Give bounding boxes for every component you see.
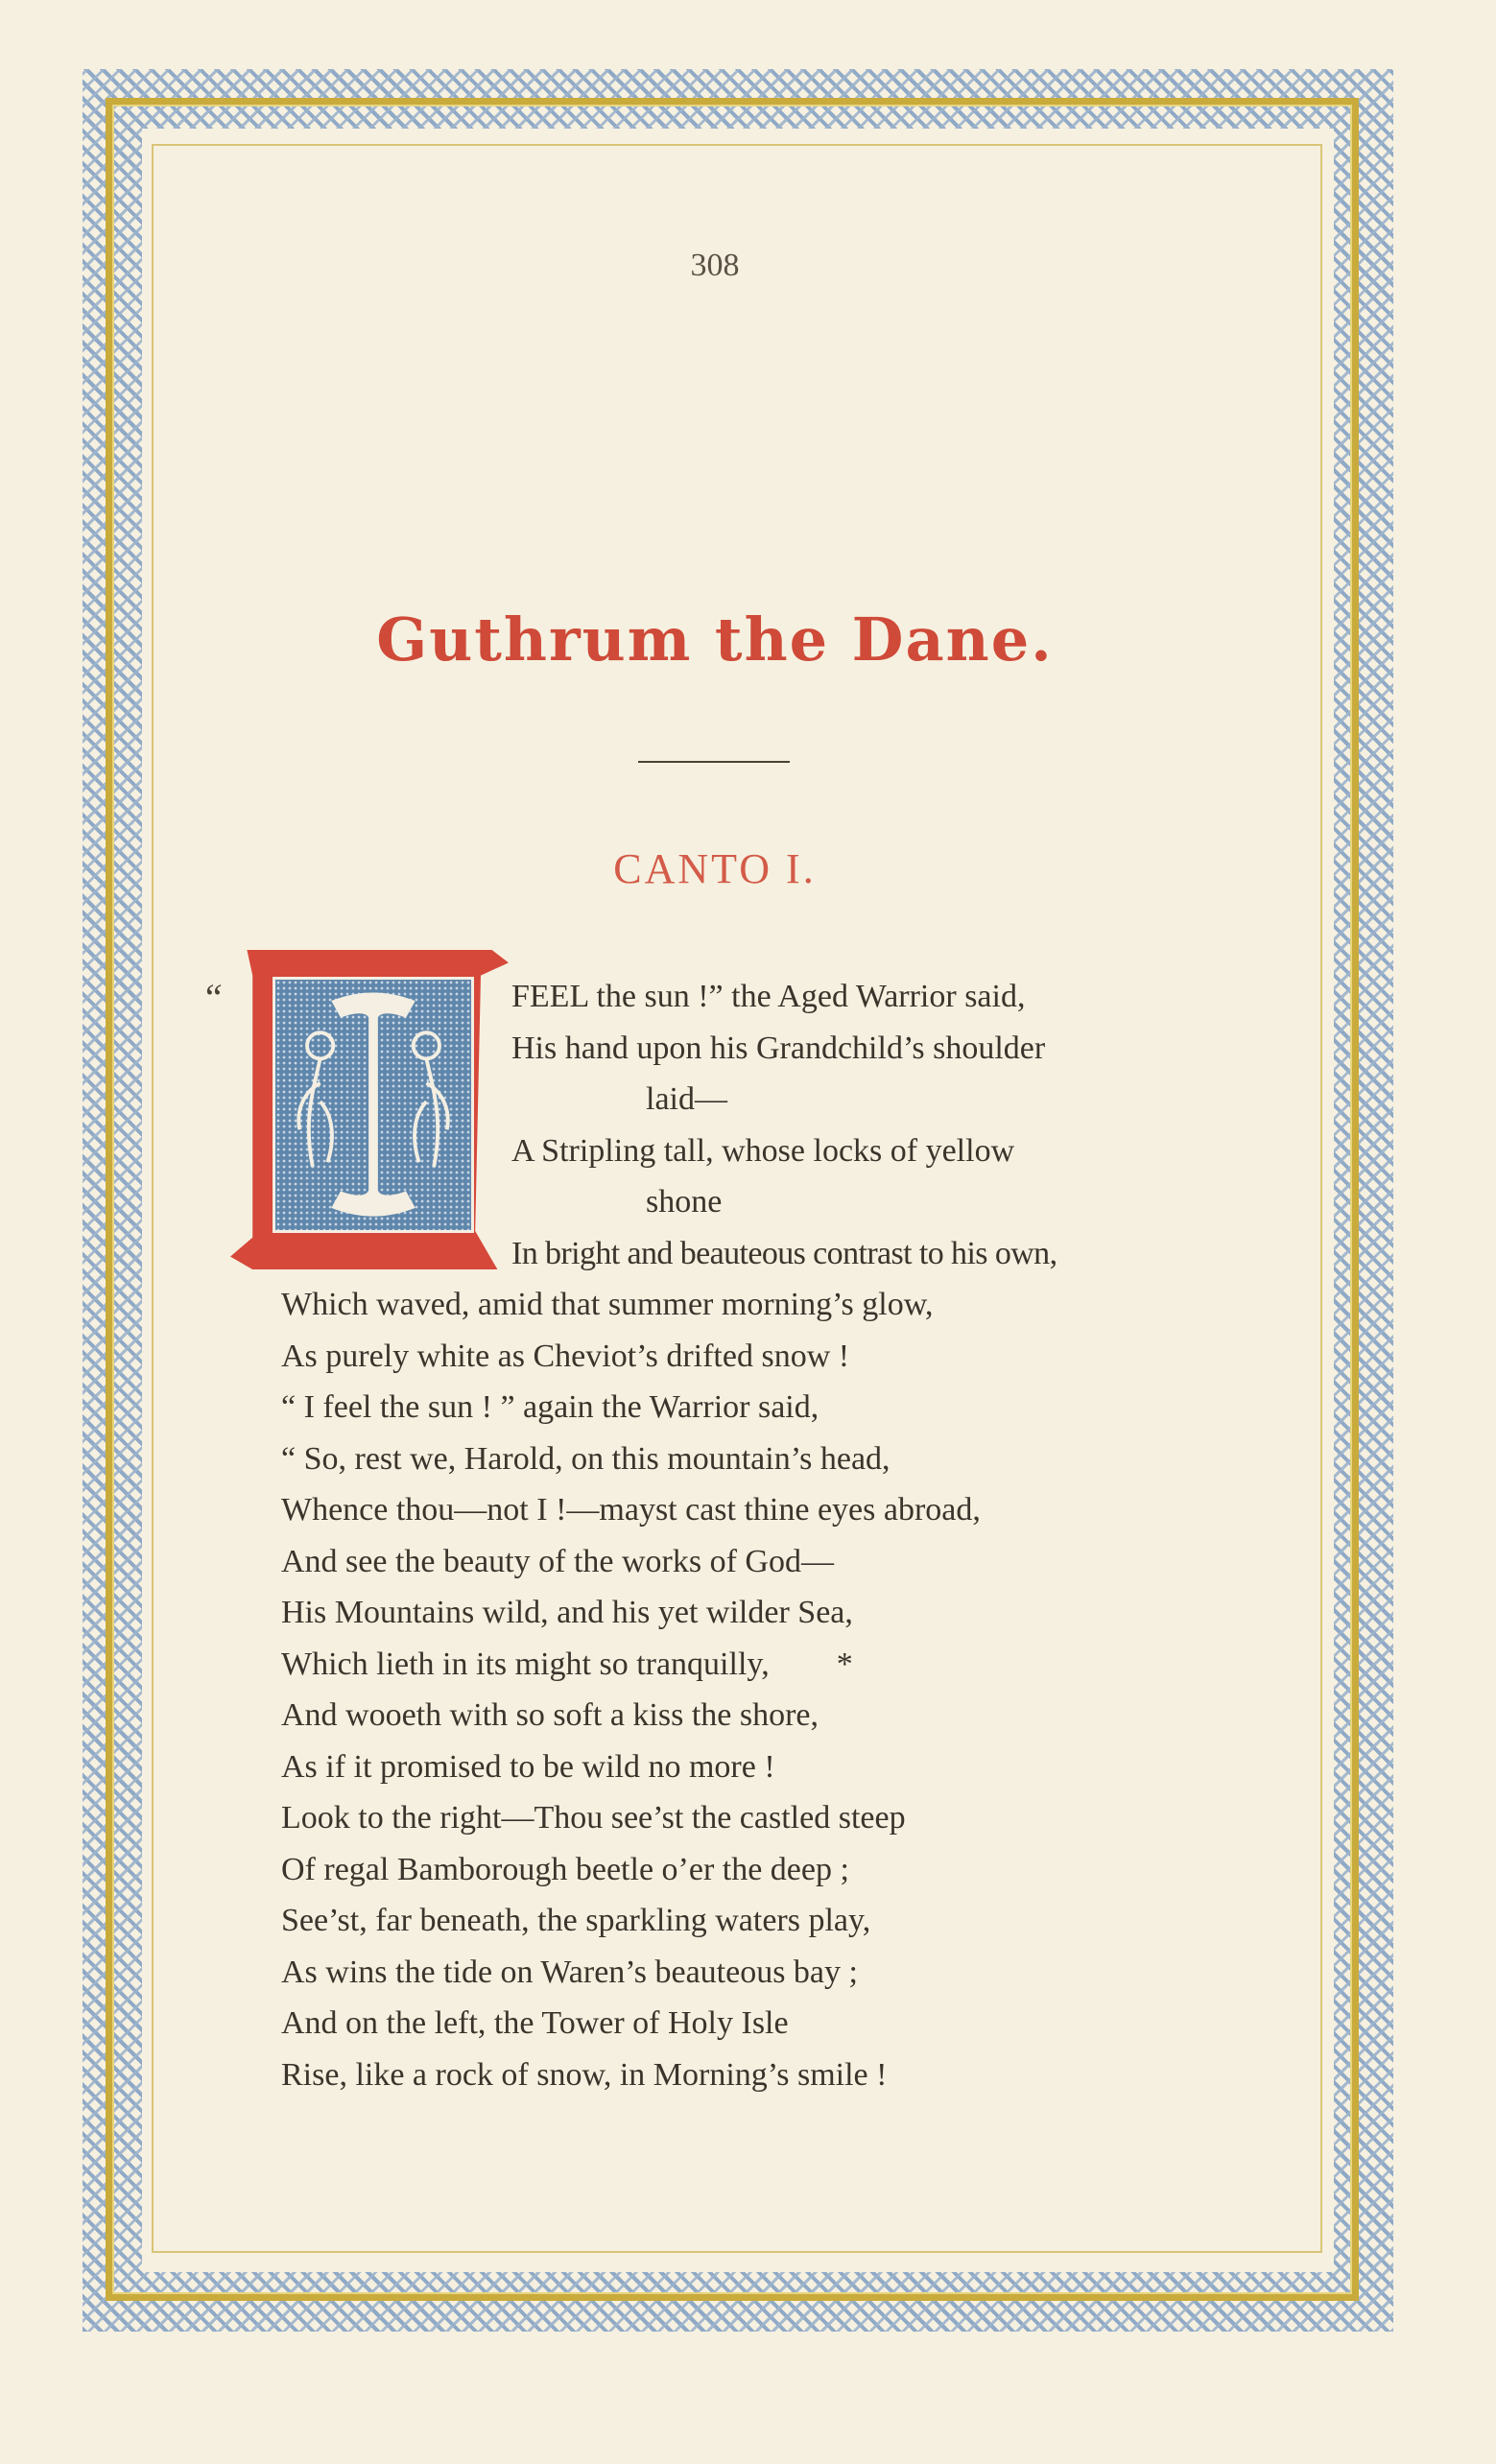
verse-line: Rise, like a rock of snow, in Morning’s smile ! xyxy=(281,2056,888,2093)
verse-line-text: Which lieth in its might so tranquilly, xyxy=(281,1646,770,1682)
verse-line: Which waved, amid that summer morning’s glow, xyxy=(281,1287,934,1322)
canto-heading: CANTO I. xyxy=(613,845,817,892)
opening-quote: “ xyxy=(202,976,224,1019)
verse-line-with-mark xyxy=(281,1639,1202,1691)
verse-line: His hand upon his Grandchild’s shoulder xyxy=(511,1030,1046,1066)
verse-line: And on the left, the Tower of Holy Isle xyxy=(281,2005,789,2041)
verse-line: In bright and beauteous contrast to his own, xyxy=(511,1235,1057,1271)
page-number: 308 xyxy=(690,248,740,283)
verse-line: Look to the right—Thou see’st the castled steep xyxy=(281,1800,906,1836)
verse-line: “ So, rest we, Harold, on this mountain’s head, xyxy=(281,1440,890,1477)
poem-body xyxy=(281,971,1202,2100)
verse-line: shone xyxy=(646,1184,723,1220)
stray-mark: * xyxy=(836,1646,853,1682)
verse-line: And wooeth with so soft a kiss the shore, xyxy=(281,1697,819,1733)
verse-line: Of regal Bamborough beetle o’er the deep ; xyxy=(281,1851,849,1887)
verse-line: As wins the tide on Waren’s beauteous bay ; xyxy=(281,1954,858,1990)
verse-line: And see the beauty of the works of God— xyxy=(281,1543,834,1579)
verse-line: FEEL the sun !” the Aged Warrior said, xyxy=(511,979,1026,1014)
verse-line: A Stripling tall, whose locks of yellow xyxy=(511,1132,1015,1169)
verse-line: As purely white as Cheviot’s drifted snow ! xyxy=(281,1338,850,1374)
verse-line: Whence thou—not I !—mayst cast thine eyes abroad, xyxy=(281,1492,981,1528)
verse-line: See’st, far beneath, the sparkling waters play, xyxy=(281,1903,871,1938)
verse-line: His Mountains wild, and his yet wilder Sea, xyxy=(281,1595,853,1630)
verse-line: “ I feel the sun ! ” again the Warrior said, xyxy=(281,1389,819,1425)
title-rule xyxy=(638,761,790,763)
verse-line: As if it promised to be wild no more ! xyxy=(281,1748,775,1785)
poem-title: Guthrum the Dane. xyxy=(376,604,1054,675)
verse-line: laid— xyxy=(646,1081,727,1117)
